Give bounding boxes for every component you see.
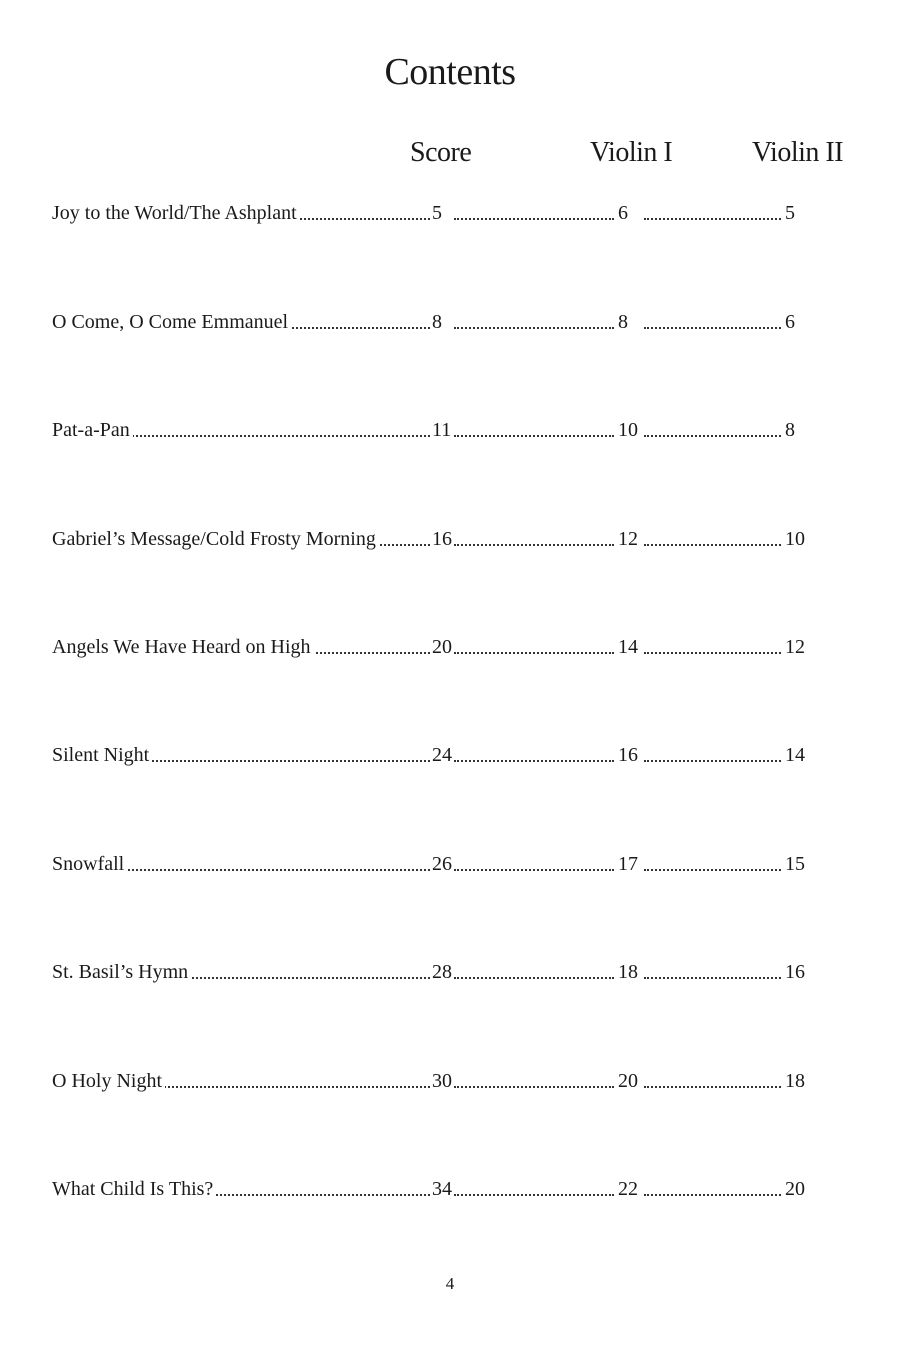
- dot-leader: [644, 1086, 781, 1088]
- contents-entry[interactable]: [52, 741, 832, 769]
- entry-title: What Child Is This?: [52, 1175, 216, 1203]
- entry-title: Gabriel’s Message/Cold Frosty Morning: [52, 525, 379, 553]
- dot-leader: [454, 1194, 614, 1196]
- dot-leader: [454, 1086, 614, 1088]
- contents-entry[interactable]: [52, 1175, 832, 1203]
- dot-leader: [454, 544, 614, 546]
- dot-leader: [454, 977, 614, 979]
- dot-leader: [644, 544, 781, 546]
- entry-violin-2-page: 14: [783, 741, 807, 769]
- contents-entry[interactable]: [52, 525, 832, 553]
- entry-violin-2-page: 15: [783, 850, 807, 878]
- contents-entry[interactable]: [52, 633, 832, 661]
- entry-title: O Come, O Come Emmanuel: [52, 308, 291, 336]
- dot-leader: [454, 869, 614, 871]
- column-header-violin-2: Violin II: [752, 137, 844, 168]
- dot-leader: [454, 435, 614, 437]
- contents-entry[interactable]: [52, 308, 832, 336]
- entry-title: Pat-a-Pan: [52, 416, 133, 444]
- contents-entry[interactable]: [52, 199, 832, 227]
- entry-score-page: 26: [430, 850, 454, 878]
- entry-violin-2-page: 12: [783, 633, 807, 661]
- dot-leader: [644, 760, 781, 762]
- entry-violin-1-page: 8: [616, 308, 630, 336]
- dot-leader: [644, 435, 781, 437]
- entry-score-page: 28: [430, 958, 454, 986]
- entry-violin-1-page: 10: [616, 416, 640, 444]
- entry-score-page: 30: [430, 1067, 454, 1095]
- page-number: 4: [445, 1274, 455, 1293]
- entry-violin-1-page: 16: [616, 741, 640, 769]
- dot-leader: [454, 218, 614, 220]
- page-title: Contents: [384, 51, 516, 93]
- column-header-violin-1: Violin I: [590, 137, 673, 168]
- entry-title: Snowfall: [52, 850, 127, 878]
- contents-entry[interactable]: [52, 850, 832, 878]
- dot-leader: [644, 1194, 781, 1196]
- entry-violin-1-page: 6: [616, 199, 630, 227]
- entry-violin-1-page: 14: [616, 633, 640, 661]
- entry-score-page: 20: [430, 633, 454, 661]
- entry-violin-2-page: 10: [783, 525, 807, 553]
- entry-title: O Holy Night: [52, 1067, 165, 1095]
- entry-violin-1-page: 17: [616, 850, 640, 878]
- entry-violin-2-page: 5: [783, 199, 797, 227]
- entry-violin-2-page: 18: [783, 1067, 807, 1095]
- entry-score-page: 8: [430, 308, 444, 336]
- dot-leader: [644, 869, 781, 871]
- column-header-score: Score: [410, 137, 472, 168]
- entry-title: Silent Night: [52, 741, 152, 769]
- entry-violin-2-page: 16: [783, 958, 807, 986]
- dot-leader: [454, 652, 614, 654]
- entry-violin-1-page: 18: [616, 958, 640, 986]
- dot-leader: [454, 327, 614, 329]
- entry-score-page: 16: [430, 525, 454, 553]
- dot-leader: [644, 977, 781, 979]
- entry-title: Joy to the World/The Ashplant: [52, 199, 300, 227]
- entry-title: Angels We Have Heard on High: [52, 633, 314, 661]
- entry-violin-1-page: 20: [616, 1067, 640, 1095]
- dot-leader: [644, 327, 781, 329]
- entry-score-page: 24: [430, 741, 454, 769]
- contents-entry[interactable]: [52, 416, 832, 444]
- dot-leader: [454, 760, 614, 762]
- entry-title: St. Basil’s Hymn: [52, 958, 191, 986]
- entry-violin-1-page: 22: [616, 1175, 640, 1203]
- entry-violin-2-page: 8: [783, 416, 797, 444]
- dot-leader: [644, 218, 781, 220]
- contents-entry[interactable]: [52, 1067, 832, 1095]
- contents-entry[interactable]: [52, 958, 832, 986]
- entry-violin-1-page: 12: [616, 525, 640, 553]
- entry-score-page: 11: [430, 416, 453, 444]
- entry-violin-2-page: 6: [783, 308, 797, 336]
- entry-score-page: 34: [430, 1175, 454, 1203]
- entry-violin-2-page: 20: [783, 1175, 807, 1203]
- entry-score-page: 5: [430, 199, 444, 227]
- dot-leader: [644, 652, 781, 654]
